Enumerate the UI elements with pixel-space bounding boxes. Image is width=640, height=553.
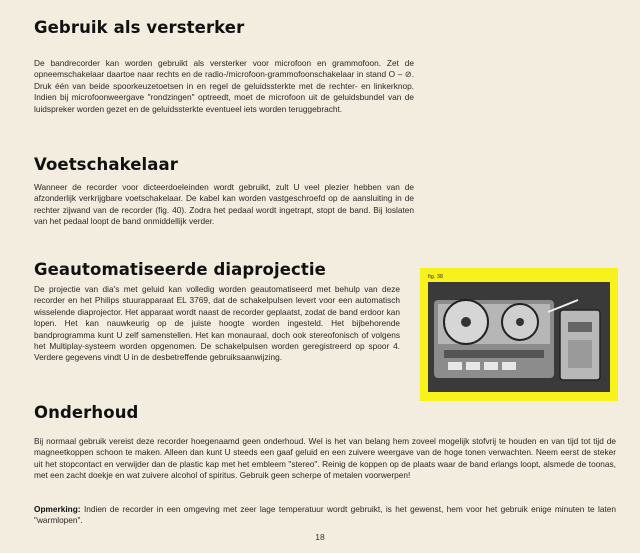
remark-paragraph [34, 504, 616, 527]
section-body-versterker: De bandrecorder kan worden gebruikt als versterker voor microfoon en grammofoon. Zet de opneemschakelaar daartoe naar rechts en de radio-/microfoon-grammofoonschakelaar in stand O – ⊘. Druk één van beide spoorkeuzetoetsen in en regel de geluidssterkte met de rechter- en linkerknop. Indien bij microfoonweergave "rondzingen" optreedt, moet de microfoon uit de geluidsbundel van de luidspreker worden gezet en de geluidssterkte eventueel iets worden teruggebracht. [34, 58, 414, 114]
section-body-onderhoud: Bij normaal gebruik vereist deze recorder hoegenaamd geen onderhoud. Wel is het van belang hem zoveel mogelijk stofvrij te houden en van tijd tot tijd de magneetkoppen schoon te maken. Alleen dan kunt U steeds een gaaf geluid en een zuivere weergave van de hoge tonen verwachten. Neem eerst de steker uit het stopcontact en verwijder dan de plastic kap met het embleem "stereo". Reinig de koppen op de plaats waar de band erlangs loopt, alsmede de toonas, met een zacht doekje en wat zuivere alcohol of spiritus. Gebruik geen scherpe of metalen voorwerpen! [34, 436, 616, 481]
section-title-versterker: Gebruik als versterker [34, 18, 245, 37]
section-body-voetschakelaar: Wanneer de recorder voor dicteerdoeleinden wordt gebruikt, zult U veel plezier hebben van de afzonderlijk verkrijgbare voetschakelaar. De kabel kan worden vastgeschroefd op de aansluiting in de rechter zijwand van de recorder (fig. 40). Zodra het pedaal wordt ingetrapt, stopt de band. Bij loslaten van het pedaal loopt de band onmiddellijk verder. [34, 182, 414, 227]
section-body-diaprojectie: De projectie van dia's met geluid kan volledig worden geautomatiseerd met behulp van deze recorder en het Philips stuurapparaat EL 3769, dat de schakelpulsen levert voor een automatisch wisselende diaprojector. Het apparaat wordt naast de recorder geplaatst, zodat de band erdoor kan lopen. Het kan nauwkeurig op de juiste hoogte worden ingesteld. Het bijbehorende bandprogramma kunt U zelf samenstellen. Het kan monauraal, doch ook stereofonisch of volgens het Multiplay-systeem worden opgenomen. De schakelpulsen worden geregistreerd op spoor 4. Verdere gegevens vindt U in de desbetreffende gebruiksaanwijzing. [34, 284, 400, 363]
section-title-voetschakelaar: Voetschakelaar [34, 155, 178, 174]
section-title-onderhoud: Onderhoud [34, 403, 139, 422]
section-title-diaprojectie: Geautomatiseerde diaprojectie [34, 260, 326, 279]
page-number: 18 [315, 532, 325, 542]
remark-label: Opmerking: [34, 504, 81, 514]
remark-text: Indien de recorder in een omgeving met zeer lage temperatuur wordt gebruikt, is het gewenst, hem voor het gebruik enige minuten te laten "warmlopen". [34, 504, 616, 526]
figure-label: fig. 38 [428, 274, 443, 280]
tape-recorder-photo-icon [428, 282, 610, 392]
